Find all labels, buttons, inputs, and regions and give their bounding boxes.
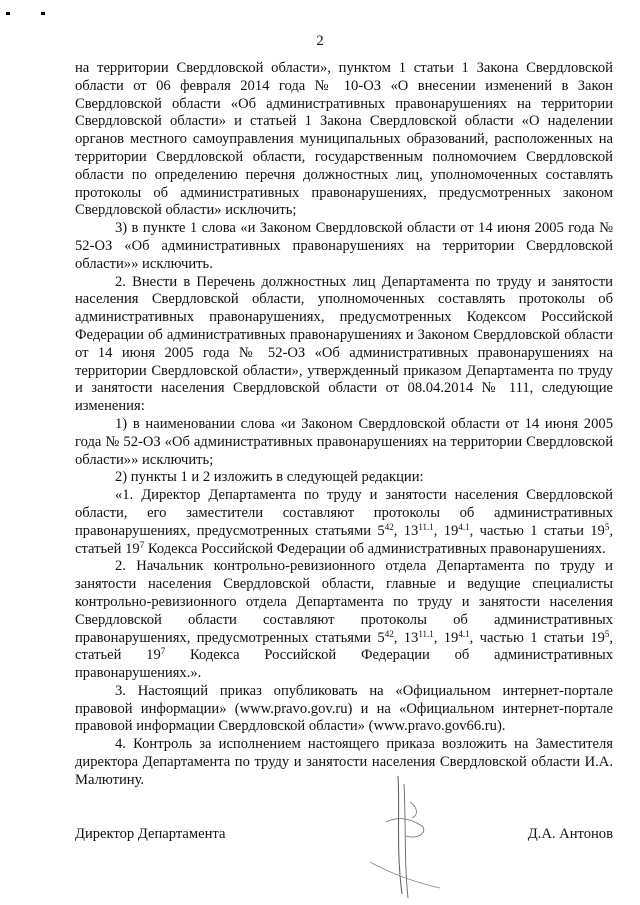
paragraph-subitem-1: 1) в наименовании слова «и Законом Свердловской области от 14 июня 2005 года № 52-ОЗ «Об административных правонарушениях на территории Свердловской области»» исключить;: [75, 415, 613, 468]
superscript: 42: [384, 628, 394, 639]
text-run: , частью 1 статьи 19: [469, 629, 605, 646]
text-run: «1. Директор Департамента по труду и занятости населения Свердловской области, его заместители составляют протоколы об административных правонарушениях, предусмотренных статьями 5: [75, 487, 613, 539]
text-run: , статьей 19: [75, 629, 614, 664]
superscript: 5: [604, 628, 610, 639]
superscript: 4.1: [458, 628, 470, 639]
signatory-title: Директор Департамента: [75, 826, 226, 842]
superscript: 11.1: [418, 628, 434, 639]
paragraph-point-3: 3. Настоящий приказ опубликовать на «Официальном интернет-портале правовой информации» (www.pravo.gov.ru) и на «Официальном интернет-портале правовой информации Свердловской области» (www.pravo.gov66.ru).: [75, 682, 613, 735]
paragraph-continuation: на территории Свердловской области», пунктом 1 статьи 1 Закона Свердловской области от 06 февраля 2014 года № 10-ОЗ «О внесении изменений в Закон Свердловской области «Об административных правонарушениях на территории Свердловской области» и статьей 1 Закона Свердловской области «О наделении органов местного самоуправления муниципальных образований, расположенных на территории Свердловской области, государственным полномочием Свердловской области по определению перечня должностных лиц, уполномоченных составлять протоколы об административных правонарушениях, предусмотренных законом Свердловской области» исключить;: [75, 60, 613, 219]
superscript: 4.1: [458, 521, 470, 532]
paragraph-subitem-2: 2) пункты 1 и 2 изложить в следующей редакции:: [115, 469, 424, 486]
superscript: 11.1: [418, 521, 434, 532]
paragraph-new-point-2: [75, 558, 613, 683]
signatory-name: Д.А. Антонов: [527, 826, 613, 842]
text-run: 2. Начальник контрольно-ревизионного отдела Департамента по труду и занятости населения Свердловской области, главные и ведущие специалисты контрольно-ревизионного отдела Департамента по труду и занятости населения Свердловской области составляют протоколы об административных правонарушениях, предусмотренных статьями 5: [75, 558, 613, 646]
superscript: 7: [139, 539, 145, 550]
text-run: , 13: [393, 629, 419, 646]
paragraph-item-3: 3) в пункте 1 слова «и Законом Свердловской области от 14 июня 2005 года № 52-ОЗ «Об административных правонарушениях на территории Свердловской области»» исключить.: [75, 220, 613, 272]
paragraph-new-point-1: [75, 487, 613, 558]
page-number: 2: [316, 33, 324, 49]
paragraph-point-2: 2. Внести в Перечень должностных лиц Департамента по труду и занятости населения Свердловской области, уполномоченных составлять протоколы об административных правонарушениях, предусмотренных Кодексом Российской Федерации об административных правонарушениях и Законом Свердловской области от 14 июня 2005 года № 52-ОЗ «Об административных правонарушениях на территории Свердловской области», утвержденный приказом Департамента по труду и занятости населения Свердловской области от 08.04.2014 № 111, следующие изменения:: [75, 273, 613, 415]
scan-mark-right: [41, 12, 45, 15]
document-body: [75, 60, 613, 790]
text-run: , 13: [393, 522, 419, 539]
superscript: 42: [384, 521, 394, 532]
text-run: Кодекса Российской Федерации об административных правонарушениях.».: [75, 647, 613, 682]
superscript: 5: [604, 521, 610, 532]
handwritten-signature: [340, 770, 460, 900]
paragraph-point-4: 4. Контроль за исполнением настоящего приказа возложить на Заместителя директора Департамента по труду и занятости населения Свердловской области И.А. Малютину.: [75, 736, 613, 788]
text-run: , 19: [433, 629, 459, 646]
superscript: 7: [160, 646, 166, 657]
text-run: , частью 1 статьи 19: [469, 522, 605, 539]
text-run: , 19: [433, 522, 459, 539]
text-run: Кодекса Российской Федерации об административных правонарушениях.: [144, 540, 606, 557]
text-run: , статьей 19: [75, 522, 614, 557]
scan-mark-left: [6, 12, 10, 15]
